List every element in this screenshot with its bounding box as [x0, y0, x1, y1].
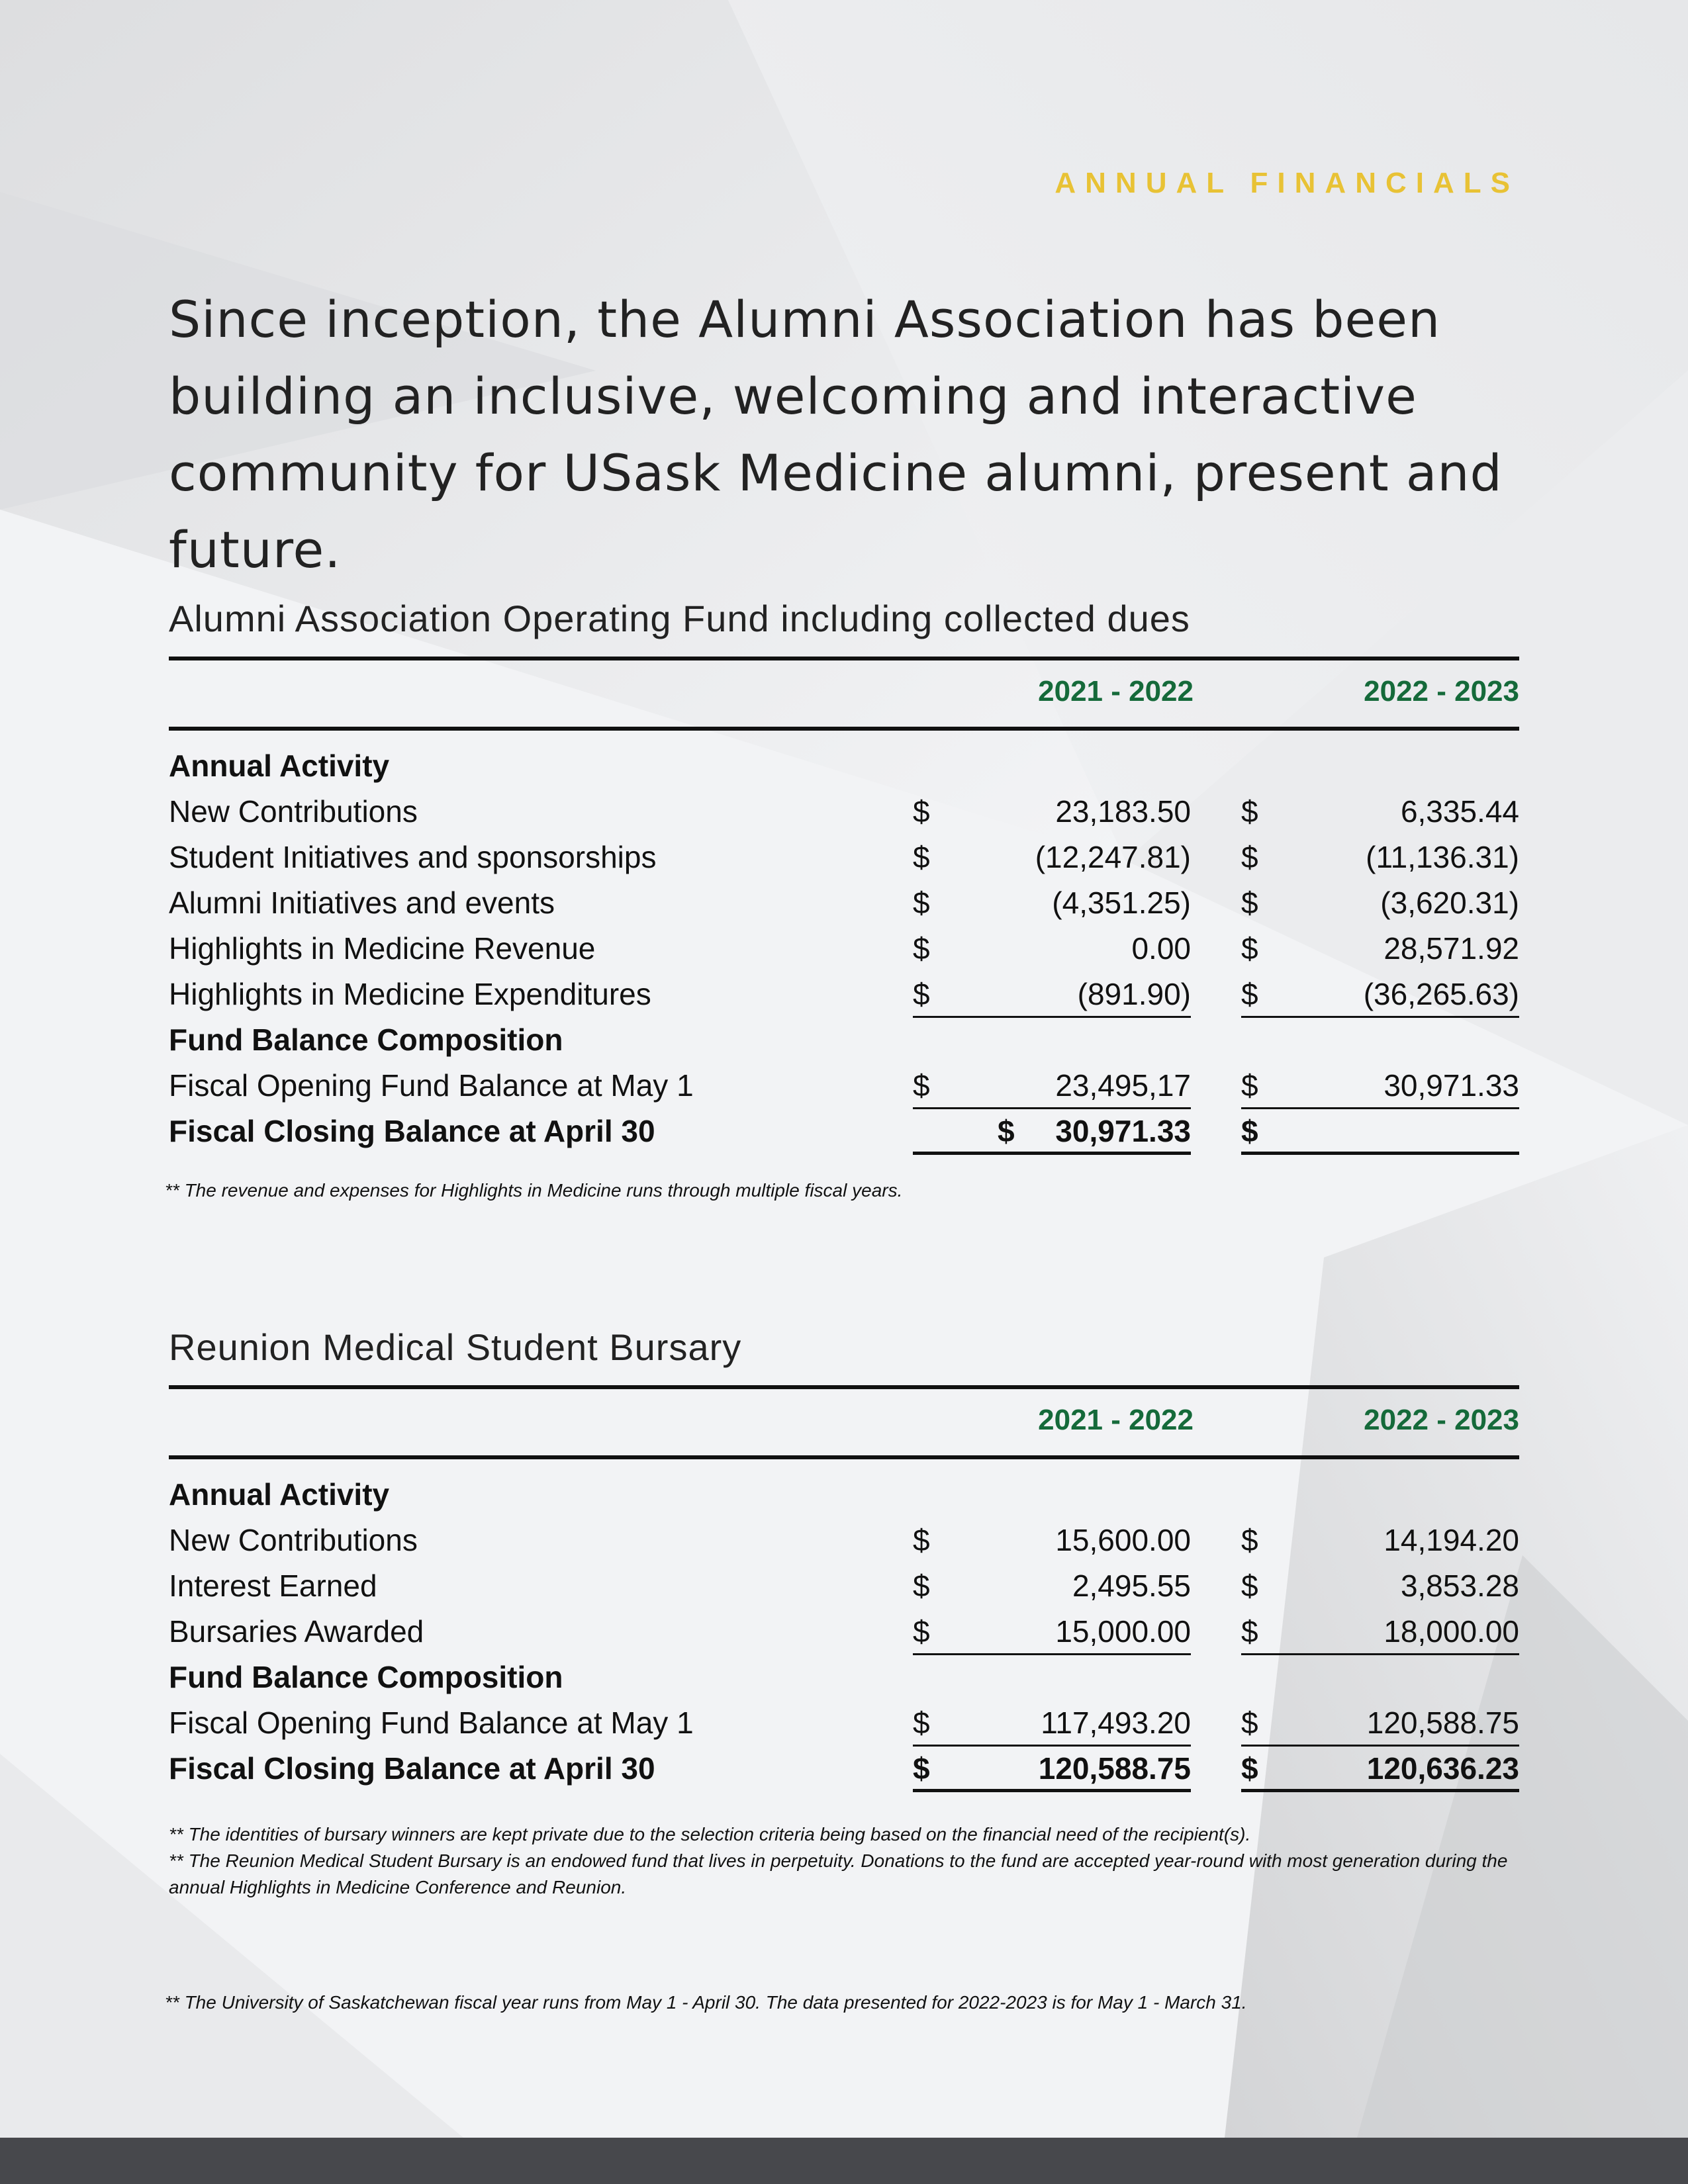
- value-cell: [913, 1064, 1191, 1109]
- value-cell: [1241, 1701, 1519, 1747]
- amount: 117,493.20: [1041, 1706, 1191, 1740]
- amount: 6,335.44: [1400, 794, 1519, 829]
- currency-symbol: $: [913, 1523, 930, 1557]
- currency-symbol: $: [1241, 931, 1258, 966]
- column-header-2021-2022: 2021 - 2022: [1038, 675, 1194, 707]
- row-label: New Contributions: [169, 794, 418, 829]
- currency-symbol: $: [1241, 1569, 1258, 1603]
- column-header-2022-2023: 2022 - 2023: [1364, 1404, 1519, 1436]
- table-row: [169, 835, 1519, 881]
- amount: 14,194.20: [1383, 1523, 1519, 1557]
- value-cell: [913, 1701, 1191, 1747]
- row-label: Student Initiatives and sponsorships: [169, 840, 657, 874]
- value-cell: [913, 972, 1191, 1018]
- table-row: [169, 972, 1519, 1018]
- row-label: Fiscal Closing Balance at April 30: [169, 1751, 655, 1786]
- value-cell: [913, 881, 1191, 927]
- value-cell: [913, 790, 1191, 835]
- row-label: Annual Activity: [169, 1477, 390, 1512]
- currency-symbol: $: [913, 1569, 930, 1603]
- currency-symbol: $: [1241, 1751, 1258, 1786]
- value-cell: [913, 927, 1191, 972]
- row-label: Interest Earned: [169, 1569, 377, 1603]
- value-cell: [913, 835, 1191, 881]
- table-row: [169, 1655, 1519, 1701]
- currency-symbol: $: [1241, 977, 1258, 1011]
- value-cell: [1241, 1610, 1519, 1655]
- table-row: [169, 1701, 1519, 1747]
- currency-symbol: $: [913, 794, 930, 829]
- table-title: Alumni Association Operating Fund including collected dues: [169, 598, 1190, 639]
- value-cell: [1241, 835, 1519, 881]
- column-header-2022-2023: 2022 - 2023: [1364, 675, 1519, 707]
- value-cell: [1241, 972, 1519, 1018]
- amount: 120,588.75: [1366, 1706, 1519, 1740]
- amount: 2,495.55: [1072, 1569, 1191, 1603]
- currency-symbol: $: [913, 1614, 930, 1649]
- footer-bar: [0, 2138, 1688, 2184]
- table-row: [169, 1064, 1519, 1109]
- row-label: Annual Activity: [169, 749, 390, 783]
- currency-symbol: $: [1241, 1706, 1258, 1740]
- table-body: [169, 1459, 1519, 1792]
- amount: 30,971.33: [1383, 1068, 1519, 1103]
- table-row: [169, 1018, 1519, 1064]
- row-label: Alumni Initiatives and events: [169, 886, 555, 920]
- table-row: [169, 1747, 1519, 1792]
- operating-fund-table: [165, 593, 1519, 1204]
- currency-symbol: $: [1241, 1114, 1258, 1148]
- amount: 15,600.00: [1055, 1523, 1191, 1557]
- currency-symbol: $: [913, 1751, 930, 1786]
- table-row: [169, 790, 1519, 835]
- table-row: [169, 881, 1519, 927]
- currency-symbol: $: [1241, 840, 1258, 874]
- amount: (4,351.25): [1052, 886, 1191, 920]
- row-label: Fund Balance Composition: [169, 1660, 563, 1694]
- value-cell: [1241, 1747, 1519, 1792]
- amount: 0.00: [1131, 931, 1191, 966]
- amount: (891.90): [1077, 977, 1191, 1011]
- row-label: Fiscal Opening Fund Balance at May 1: [169, 1706, 694, 1740]
- currency-symbol: $: [1241, 886, 1258, 920]
- value-cell: [1241, 927, 1519, 972]
- amount: 28,571.92: [1383, 931, 1519, 966]
- amount: (11,136.31): [1366, 840, 1519, 874]
- value-cell: [1241, 1109, 1519, 1155]
- currency-symbol: $: [913, 886, 930, 920]
- value-cell: [913, 1747, 1191, 1792]
- amount: 23,183.50: [1055, 794, 1191, 829]
- currency-symbol: $: [1241, 1068, 1258, 1103]
- section-eyebrow: ANNUAL FINANCIALS: [1055, 167, 1519, 199]
- intro-statement: Since inception, the Alumni Association has been building an inclusive, welcoming and interactive community for USask Medicine alumni, present and future.: [169, 290, 1503, 579]
- fiscal-year-footnote: ** The University of Saskatchewan fiscal year runs from May 1 - April 30. The data presented for 2022-2023 is for May 1 - March 31.: [165, 1992, 1247, 2013]
- value-cell: [913, 1518, 1191, 1564]
- amount: (12,247.81): [1035, 840, 1191, 874]
- row-label: Highlights in Medicine Expenditures: [169, 977, 651, 1011]
- value-cell: [1241, 1564, 1519, 1610]
- table-title: Reunion Medical Student Bursary: [169, 1326, 742, 1368]
- table-row: [169, 1518, 1519, 1564]
- column-header-2021-2022: 2021 - 2022: [1038, 1404, 1194, 1436]
- bursary-table: [169, 1322, 1519, 1901]
- amount: (3,620.31): [1380, 886, 1519, 920]
- row-label: Fiscal Opening Fund Balance at May 1: [169, 1068, 694, 1103]
- column-headers: [169, 1389, 1519, 1455]
- value-cell: [1241, 790, 1519, 835]
- value-cell: [1241, 1064, 1519, 1109]
- table-body: [169, 731, 1519, 1155]
- row-label: Bursaries Awarded: [169, 1614, 424, 1649]
- amount: 3,853.28: [1400, 1569, 1519, 1603]
- column-headers: [169, 660, 1519, 727]
- currency-symbol: $: [998, 1114, 1015, 1148]
- row-label: Highlights in Medicine Revenue: [169, 931, 596, 966]
- table-row: [169, 1564, 1519, 1610]
- value-cell: [913, 1564, 1191, 1610]
- value-cell: [1241, 881, 1519, 927]
- value-cell: [913, 1109, 1191, 1155]
- table-row: [169, 927, 1519, 972]
- table-row: [169, 1109, 1519, 1155]
- footnote: ** The Reunion Medical Student Bursary is an endowed fund that lives in perpetuity. Donations to the fund are accepted year-round with most generation during the annual Highlights in Medicine Conference and Reunion.: [169, 1850, 1508, 1897]
- currency-symbol: $: [1241, 1614, 1258, 1649]
- amount: 23,495,17: [1055, 1068, 1191, 1103]
- amount: 30,971.33: [1055, 1114, 1191, 1148]
- currency-symbol: $: [913, 977, 930, 1011]
- currency-symbol: $: [1241, 1523, 1258, 1557]
- currency-symbol: $: [913, 1706, 930, 1740]
- table-row: [169, 1473, 1519, 1518]
- amount: 120,636.23: [1366, 1751, 1519, 1786]
- amount: 15,000.00: [1055, 1614, 1191, 1649]
- footnote: ** The revenue and expenses for Highlights in Medicine runs through multiple fiscal years.: [165, 1180, 903, 1201]
- row-label: Fiscal Closing Balance at April 30: [169, 1114, 655, 1148]
- currency-symbol: $: [913, 840, 930, 874]
- value-cell: [1241, 1518, 1519, 1564]
- table-row: [169, 744, 1519, 790]
- value-cell: [913, 1610, 1191, 1655]
- bursary-notes: [169, 1821, 1519, 1901]
- amount: 18,000.00: [1383, 1614, 1519, 1649]
- footnote: ** The identities of bursary winners are kept private due to the selection criteria being based on the financial need of the recipient(s).: [169, 1824, 1251, 1844]
- row-label: Fund Balance Composition: [169, 1023, 563, 1057]
- amount: 120,588.75: [1038, 1751, 1191, 1786]
- currency-symbol: $: [913, 1068, 930, 1103]
- row-label: New Contributions: [169, 1523, 418, 1557]
- amount: (36,265.63): [1363, 977, 1519, 1011]
- currency-symbol: $: [1241, 794, 1258, 829]
- table-row: [169, 1610, 1519, 1655]
- currency-symbol: $: [913, 931, 930, 966]
